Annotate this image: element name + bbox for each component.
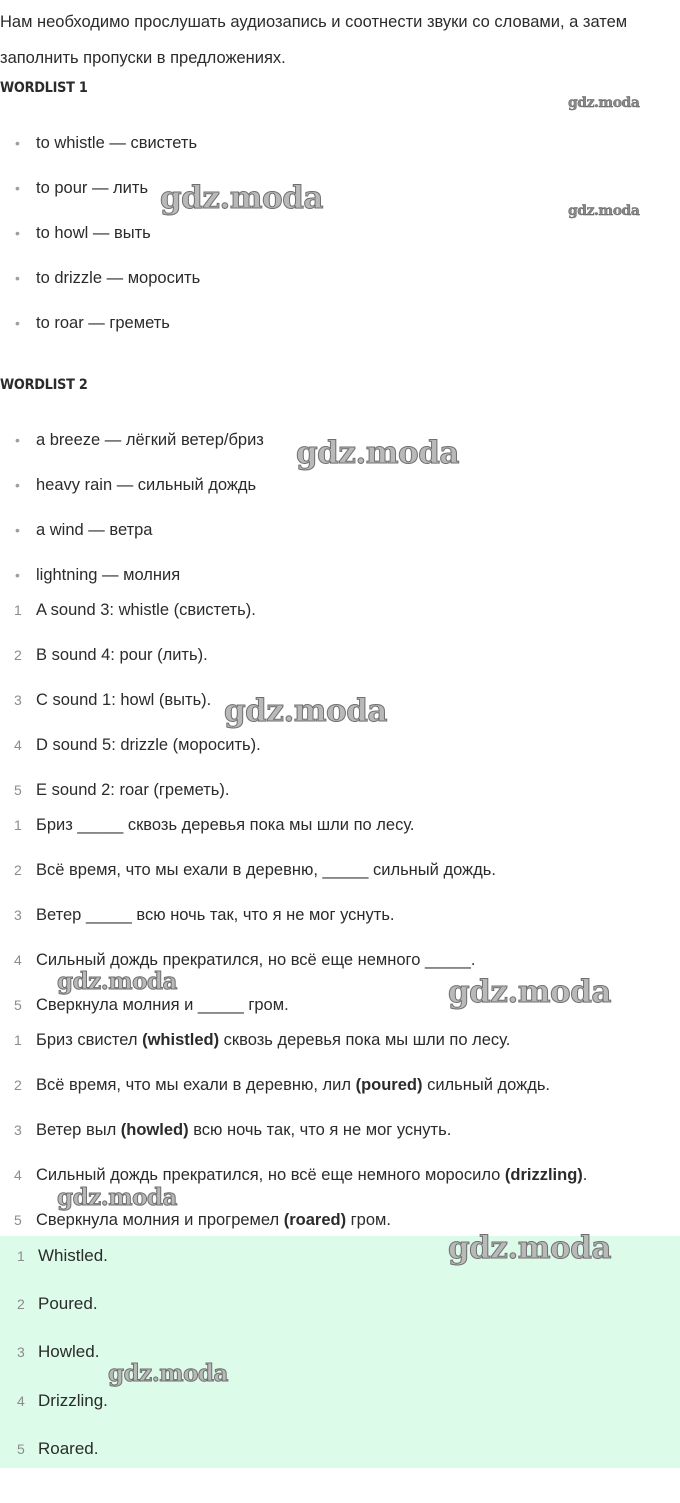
answer-word: (drizzling): [504, 1166, 583, 1184]
bullet-icon: •: [15, 270, 20, 286]
watermark: gdz.moda: [568, 203, 640, 219]
watermark: gdz.moda: [57, 968, 177, 995]
bullet-icon: •: [15, 315, 20, 331]
watermark: gdz.moda: [448, 974, 611, 1010]
answer-word: (howled): [120, 1121, 189, 1139]
bullet-icon: •: [15, 432, 20, 448]
bullet-icon: •: [15, 225, 20, 241]
answer-word: (poured): [355, 1076, 423, 1094]
answer-word: (roared): [283, 1211, 347, 1229]
watermark: gdz.moda: [160, 180, 323, 216]
watermark: gdz.moda: [296, 435, 459, 471]
watermark: gdz.moda: [57, 1184, 177, 1211]
bullet-icon: •: [15, 477, 20, 493]
bullet-icon: •: [15, 567, 20, 583]
watermark: gdz.moda: [224, 693, 387, 729]
wordlist-1-heading: WORDLIST 1: [0, 80, 88, 96]
bullet-icon: •: [15, 522, 20, 538]
watermark: gdz.moda: [448, 1230, 611, 1266]
answer-word: (whistled): [142, 1031, 220, 1049]
intro-paragraph: Нам необходимо прослушать аудиозапись и соотнести звуки со словами, а затем заполнить пропуски в предложениях.: [0, 13, 628, 67]
watermark: gdz.moda: [108, 1360, 228, 1387]
wordlist-2-heading: WORDLIST 2: [0, 377, 88, 393]
watermark: gdz.moda: [568, 95, 640, 111]
answer-box: 1 Whistled. 2 Poured. 3 Howled. 4 Drizzling. 5 Roared.: [0, 1236, 680, 1468]
bullet-icon: •: [15, 180, 20, 196]
bullet-icon: •: [15, 135, 20, 151]
